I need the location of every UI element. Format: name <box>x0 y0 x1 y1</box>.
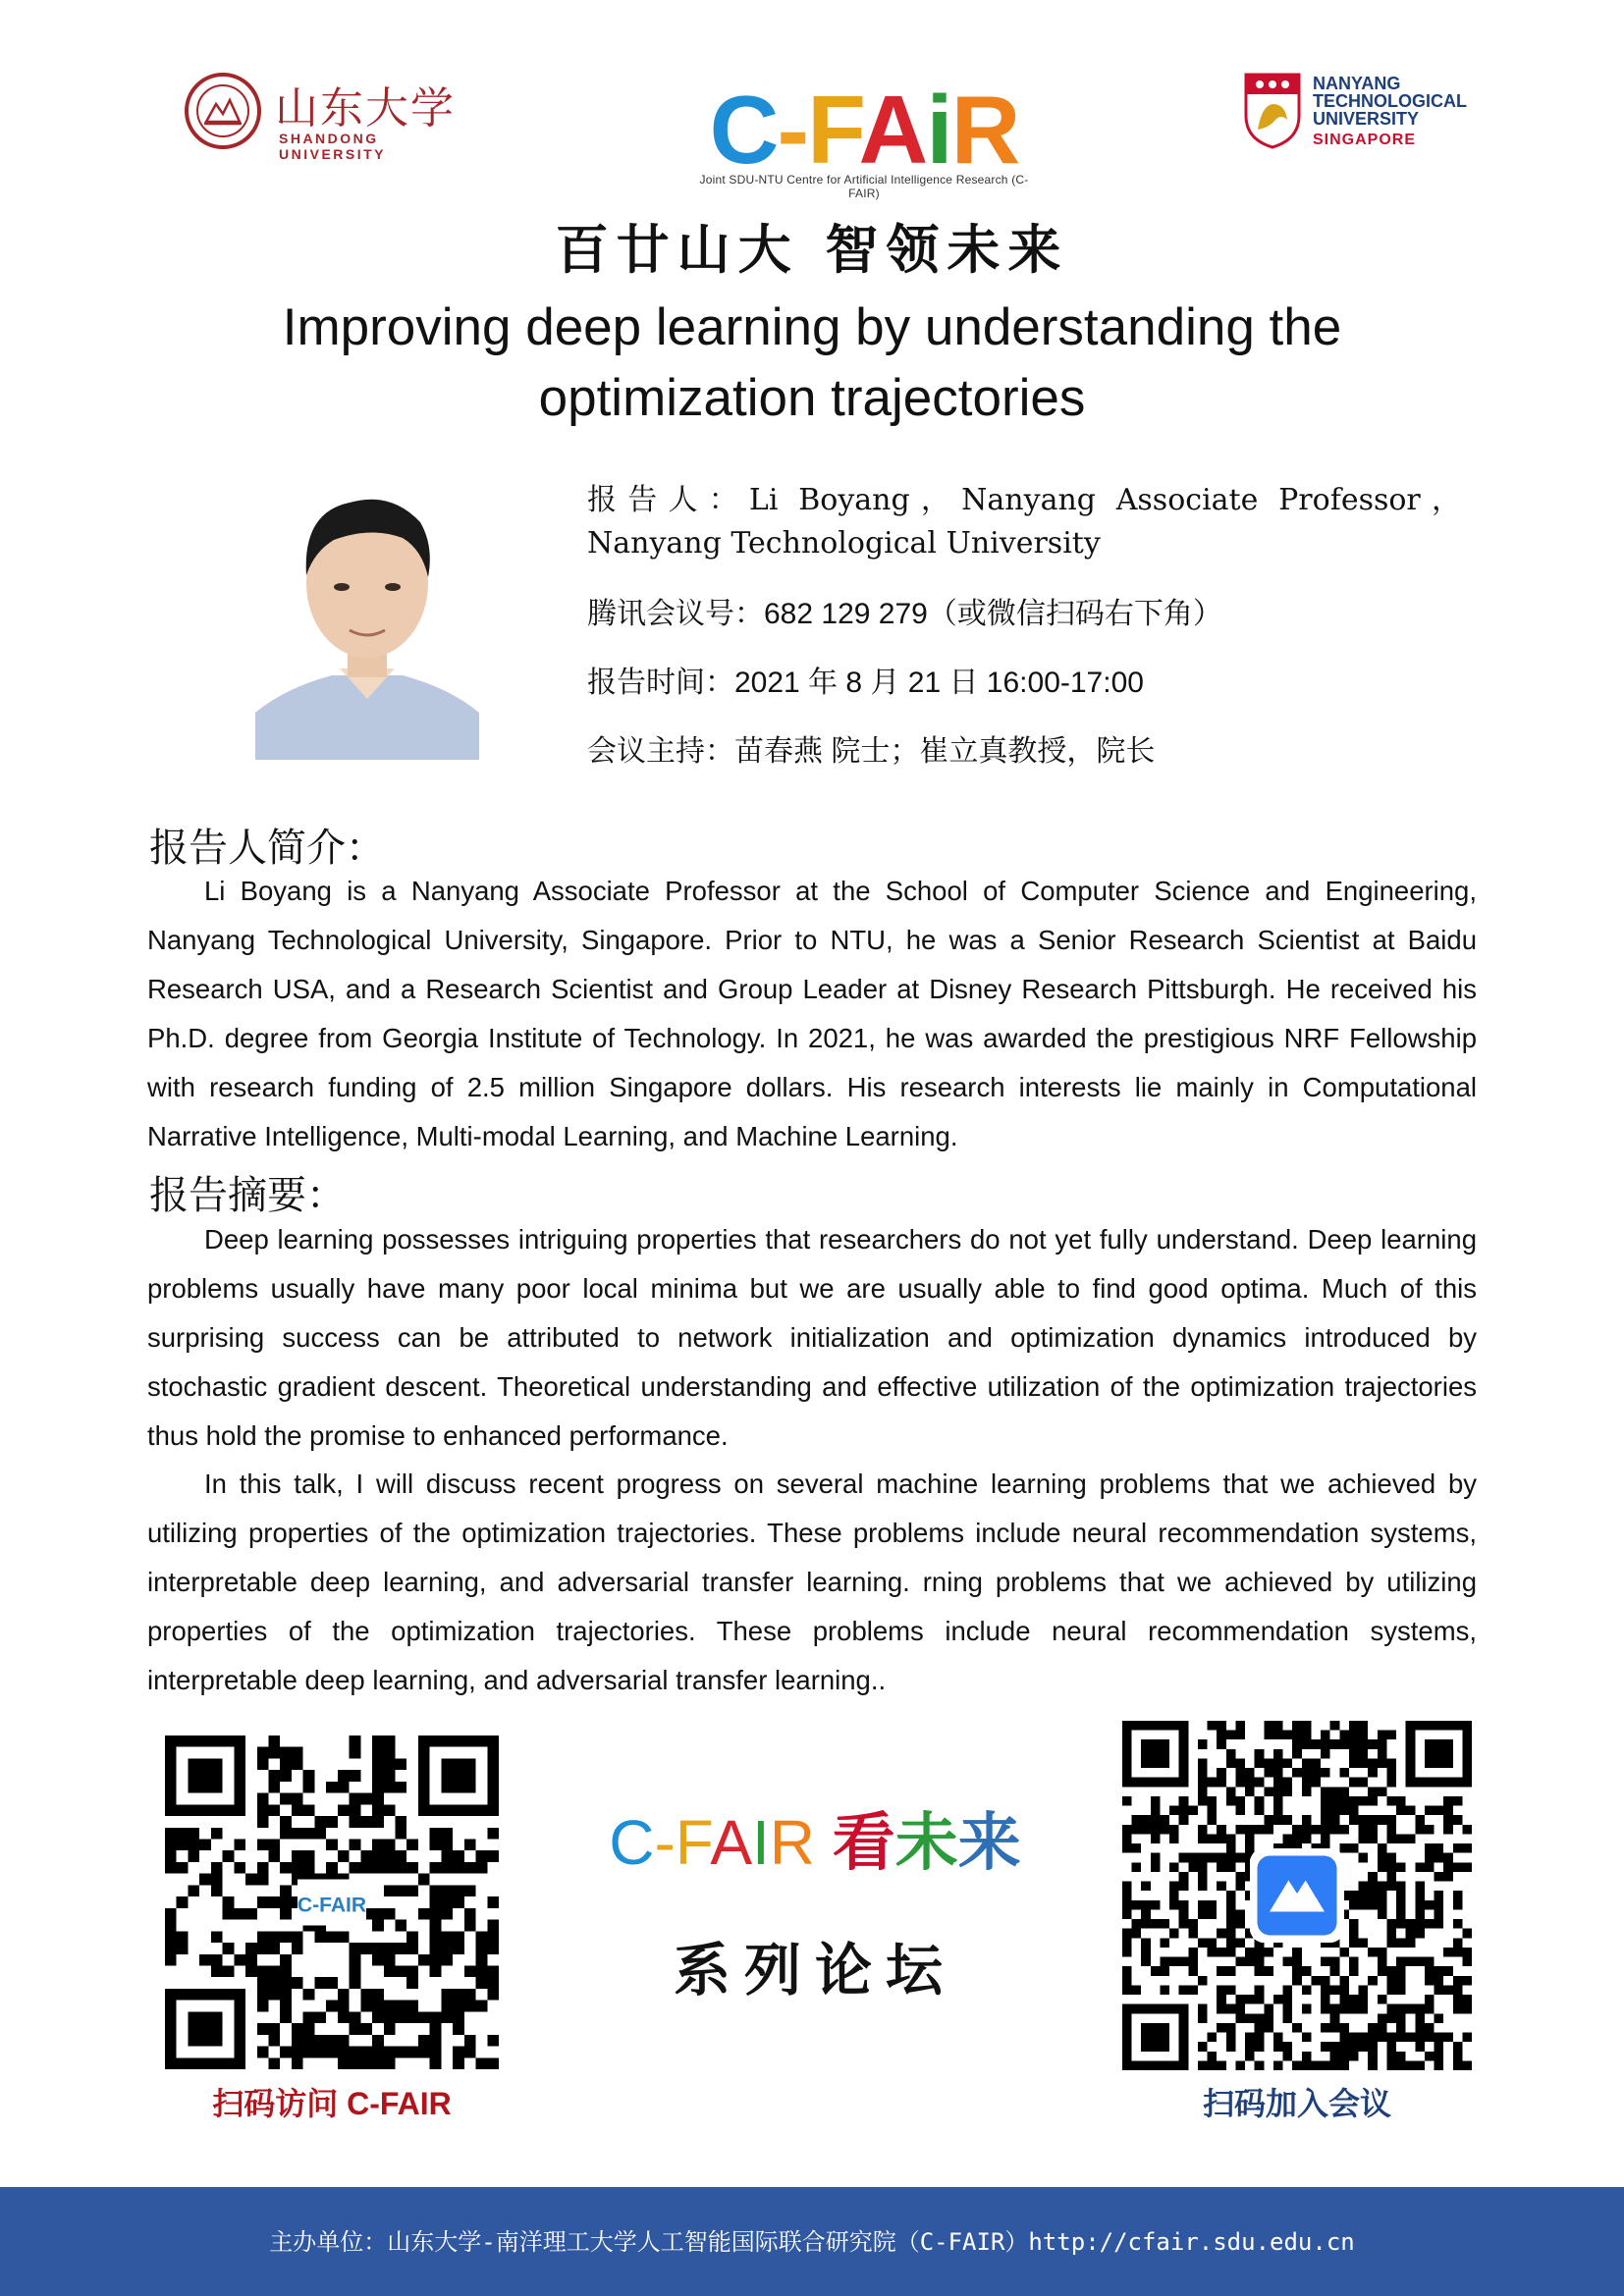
bio-heading: 报告人简介： <box>149 827 385 870</box>
meeting-id: 腾讯会议号：682 129 279（或微信扫码右下角） <box>587 598 1222 630</box>
footer-organizer: 主办单位：山东大学-南洋理工大学人工智能国际联合研究院（C-FAIR）http://cfair.sdu.edu.cn <box>269 2228 1355 2256</box>
cfair-logo-letter: F <box>807 76 859 184</box>
cfair-logo-letter: A <box>858 76 927 184</box>
sdu-chinese-name: 山东大学 <box>275 83 456 133</box>
cfair-logo-letter: - <box>777 76 808 184</box>
ntu-name-line: UNIVERSITY <box>1313 109 1420 129</box>
talk-time: 报告时间：2021 年 8 月 21 日 16:00-17:00 <box>587 667 1144 699</box>
footer-bar <box>0 2187 1624 2296</box>
shandong-university-logo <box>185 69 479 162</box>
series-title-char: F <box>675 1807 711 1878</box>
sdu-english-name: SHANDONG UNIVERSITY <box>279 131 387 162</box>
abstract-paragraph-2: In this talk, I will discuss recent progress on several machine learning problems that we achieved by utilizing properties of the optimization trajectories. These problems include neural recommendation systems, interpretable deep learning, and adversarial transfer learning. rning problems that we achieved by utilizing properties of the optimization trajectories. These problems include neural recommendation systems, interpretable deep learning, and adversarial transfer learning.. <box>147 1468 1477 1695</box>
ntu-country: SINGAPORE <box>1313 132 1417 148</box>
qr-center-logo: C-FAIR <box>297 1894 367 1917</box>
series-title-char: 未 <box>894 1806 958 1880</box>
sdu-seal-icon <box>185 73 261 149</box>
cfair-website-qr-code[interactable] <box>165 1735 499 2069</box>
series-title-char: 看 <box>832 1806 895 1880</box>
cfair-logo-letter: R <box>950 76 1019 184</box>
series-subtitle: 系列论坛 <box>673 1937 956 2003</box>
series-title-char <box>815 1807 833 1878</box>
ntu-name <box>1313 75 1467 128</box>
series-title <box>550 1792 1080 1883</box>
qr-left-label: 扫码访问 C-FAIR <box>212 2086 452 2121</box>
series-title-char: C <box>609 1807 655 1878</box>
slogan: 百廿山大 智领未来 <box>555 218 1069 281</box>
meeting-host: 会议主持：苗春燕 院士；崔立真教授，院长 <box>587 735 1156 768</box>
abstract-heading: 报告摘要： <box>149 1174 346 1217</box>
ntu-logo <box>1242 71 1478 159</box>
cfair-logo <box>687 76 1041 200</box>
ntu-name-line: NANYANG <box>1313 74 1401 93</box>
cfair-logo-letter: C <box>709 76 778 184</box>
ntu-name-line: TECHNOLOGICAL <box>1313 91 1467 111</box>
abstract-paragraph-1: Deep learning possesses intriguing properties that researchers do not yet fully understand. Deep learning problems usually have many poor local minima but we are usually able to find good optima. Much of this surprising success can be attributed to network initialization and optimization dynamics introduced by stochastic gradient descent. Theoretical understanding and effective utilization of the optimization trajectories thus hold the promise to enhanced performance. <box>147 1224 1477 1451</box>
series-title-char: A <box>710 1807 752 1878</box>
cfair-logo-subtitle: Joint SDU-NTU Centre for Artificial Intelligence Research (C-FAIR) <box>699 173 1029 200</box>
bio-paragraph: Li Boyang is a Nanyang Associate Professor at the School of Computer Science and Engineering, Nanyang Technological University, Singapore. Prior to NTU, he was a Senior Research Scientist at Baidu Research USA, and a Research Scientist and Group Leader at Disney Research Pittsburgh. He received his Ph.D. degree from Georgia Institute of Technology. In 2021, he was awarded the prestigious NRF Fellowship with research funding of 2.5 million Singapore dollars. His research interests lie mainly in Computational Narrative Intelligence, Multi-modal Learning, and Machine Learning. <box>147 876 1477 1151</box>
qr-right-label: 扫码加入会议 <box>1202 2086 1391 2121</box>
series-title-char: - <box>654 1807 676 1878</box>
cfair-logo-word <box>687 76 1041 184</box>
ntu-crest-icon <box>1242 71 1303 149</box>
speaker-info: 报告人：Li Boyang，Nanyang Associate Professor，Nanyang Technological University <box>587 483 1461 561</box>
meeting-join-qr-code[interactable] <box>1122 1721 1472 2070</box>
series-title-char: I <box>752 1807 770 1878</box>
speaker-photo <box>255 467 479 760</box>
cfair-logo-letter: i <box>926 76 951 184</box>
series-title-char: R <box>769 1807 815 1878</box>
series-title-char: 来 <box>957 1806 1021 1880</box>
talk-title: Improving deep learning by understanding the optimization trajectories <box>282 298 1342 427</box>
